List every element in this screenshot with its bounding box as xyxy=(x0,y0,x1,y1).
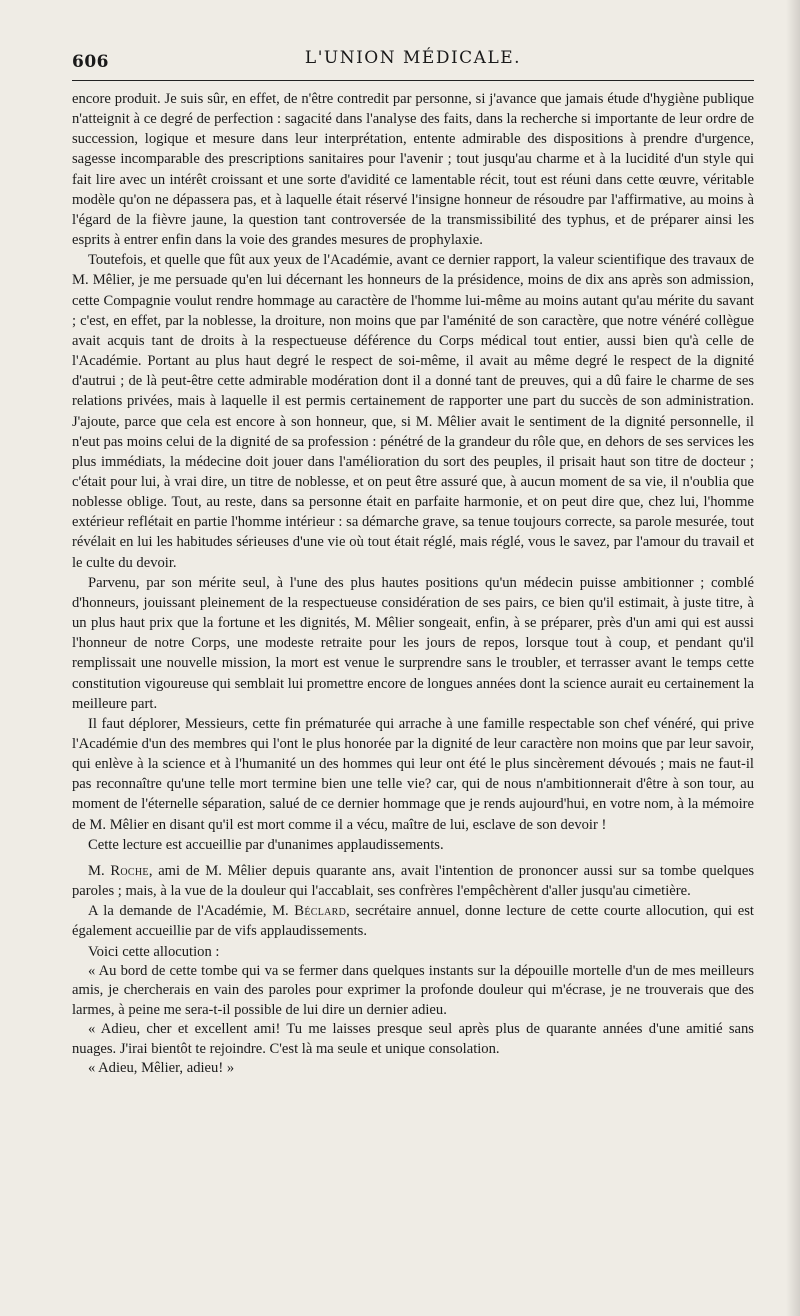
paragraph-il-faut-deplorer: Il faut déplorer, Messieurs, cette fin prématurée qui arrache à une famille respectable son chef vénéré, qui prive l'Académie d'un des membres qui l'ont le plus honorée par la dignité de leur caractère non moins que par leur savoir, qui enlève à la science et à l'humanité un des hommes qui leur ont été le plus sincèrement dévoués ; mais ne faut-il pas reconnaître qu'une telle mort termine bien une telle vie? car, qui de nous n'ambitionnerait d'être à son tour, au moment de l'éternelle séparation, salué de ce dernier hommage que je rends aujourd'hui, en votre nom, à la mémoire de M. Mêlier en disant qu'il est mort comme il a vécu, maître de lui, esclave de son devoir ! xyxy=(72,715,754,833)
paragraph-roche xyxy=(72,861,754,901)
quote-paragraph-2: « Adieu, cher et excellent ami! Tu me laisses presque seul après plus de quarante années d'une amitié sans nuages. J'irai bientôt te rejoindre. C'est là ma seule et unique consolation. xyxy=(72,1021,754,1057)
paragraph-beclard xyxy=(72,901,754,941)
quote-paragraph-1: « Au bord de cette tombe qui va se fermer dans quelques instants sur la dépouille mortelle d'un de mes meilleurs amis, je chercherais en vain des paroles pour exprimer la profonde douleur qui m'écrase, je ne trouverais que des larmes, à peine me sera-t-il possible de lui dire un dernier adieu. xyxy=(72,962,754,1018)
paragraph-parvenu: Parvenu, par son mérite seul, à l'une des plus hautes positions qu'un médecin puisse ambitionner ; comblé d'honneurs, jouissant pleinement de la respectueuse considération de ses pairs, ce bien qu'il estimait, à juste titre, à un plus haut prix que la fortune et les dignités, M. Mêlier songeait, enfin, à se préparer, près d'un ami qui est aussi l'honneur de notre Corps, une modeste retraite pour les jours de repos, lorsque tout à coup, et pendant qu'il remplissait une nouvelle mission, la mort est venue le surprendre sans le troubler, et terrasser avant le temps cette constitution vigoureuse qui semblait lui promettre encore de longues années dont la science aurait eu certainement la meilleure part. xyxy=(72,574,754,712)
running-title: L'UNION MÉDICALE. xyxy=(304,48,522,68)
roche-name: Roche xyxy=(110,862,149,879)
page-shadow xyxy=(786,0,800,1316)
beclard-after: , secrétaire annuel, donne lecture de cette courte allocution, qui est également accueillie par de vifs applaudissements. xyxy=(72,903,754,940)
roche-text: , ami de M. Mêlier depuis quarante ans, avait l'intention de prononcer aussi sur sa tombe quelques paroles ; mais, à la vue de la douleur qui l'accablait, ses confrères l'empêchèrent d'aller jusqu'au cimetière. xyxy=(72,862,755,900)
beclard-name: Béclard xyxy=(294,903,347,920)
quote-paragraph-3: « Adieu, Mêlier, adieu! » xyxy=(88,1060,235,1077)
paragraph-toutefois: Toutefois, et quelle que fût aux yeux de l'Académie, avant ce dernier rapport, la valeur scientifique des travaux de M. Mêlier, je me persuade qu'en lui décernant les honneurs de la présidence, moins de dix ans après son admission, cette Compagnie voulut rendre hommage au caractère de l'homme lui-même au moins autant qu'au mérite du savant ; c'est, en effet, par la noblesse, la droiture, non moins que par l'aménité de son caractère, que notre vénéré collègue avait acquis tant de droits à la respectueuse déférence du Corps médical tout entier, aussi bien qu'à celle de l'Académie. Portant au plus haut degré le respect de soi-même, il avait au même degré le respect de la dignité d'autrui ; de là peut-être cette admirable modération dont il a donné tant de preuves, qui a dû faire le charme de ses relations privées, mais à laquelle il est permis certainement de rapporter une part du succès de son administration. J'ajoute, parce que cela est encore à son honneur, que, si M. Mêlier avait le sentiment de la dignité personnelle, il n'eut pas moins celui de la dignité de sa profession : pénétré de la grandeur du rôle que, en dehors de ses services les plus immédiats, la médecine doit jouer dans l'amélioration du sort des peuples, il prisait haut son titre de docteur ; c'était pour lui, à vrai dire, un titre de noblesse, et on peut être assuré que, à aucun moment de sa vie, il n'oublia que noblesse oblige. Tout, au reste, dans sa personne était en parfaite harmonie, et on peut dire que, chez lui, l'homme extérieur reflétait en partie l'homme intérieur : sa démarche grave, sa tenue toujours correcte, sa parole mesurée, tout révélait en lui les habitudes sérieuses d'une vie où tout était réglé, mais réglé, vous le savez, par l'amour du travail et le culte du devoir. xyxy=(72,252,754,571)
paragraph-voici-allocution: Voici cette allocution : xyxy=(88,943,220,960)
paragraph-continuation: encore produit. Je suis sûr, en effet, de n'être contredit par personne, si j'avance que jamais étude d'hygiène publique n'atteignit à ce degré de perfection : sagacité dans l'analyse des faits, dans la recherche si importante de leur ordre de succession, logique et mesure dans leur interprétation, entente admirable des dispositions à prendre d'urgence, sagesse incomparable des prescriptions sanitaires pour l'avenir ; tout jusqu'au charme et à la lucidité d'un style qui fait lire avec un intérêt croissant et une sorte d'avidité ce lamentable récit, tout est réuni dans cette œuvre, véritable modèle qu'on ne dépassera pas, et à laquelle était réservé l'insigne honneur de résoudre par l'affirmative, au moins à l'égard de la fièvre jaune, la question tant controversée de la transmissibilité des typhus, et de préparer ainsi les esprits à entrer enfin dans la voie des grandes mesures de prophylaxie. xyxy=(72,91,754,249)
paragraph-lecture-accueillie: Cette lecture est accueillie par d'unanimes applaudissements. xyxy=(88,836,444,853)
article-body xyxy=(72,89,754,1079)
page-number: 606 xyxy=(72,52,109,72)
roche-prefix: M. xyxy=(88,862,111,879)
beclard-before: A la demande de l'Académie, M. xyxy=(88,903,295,920)
page-header xyxy=(72,40,754,81)
